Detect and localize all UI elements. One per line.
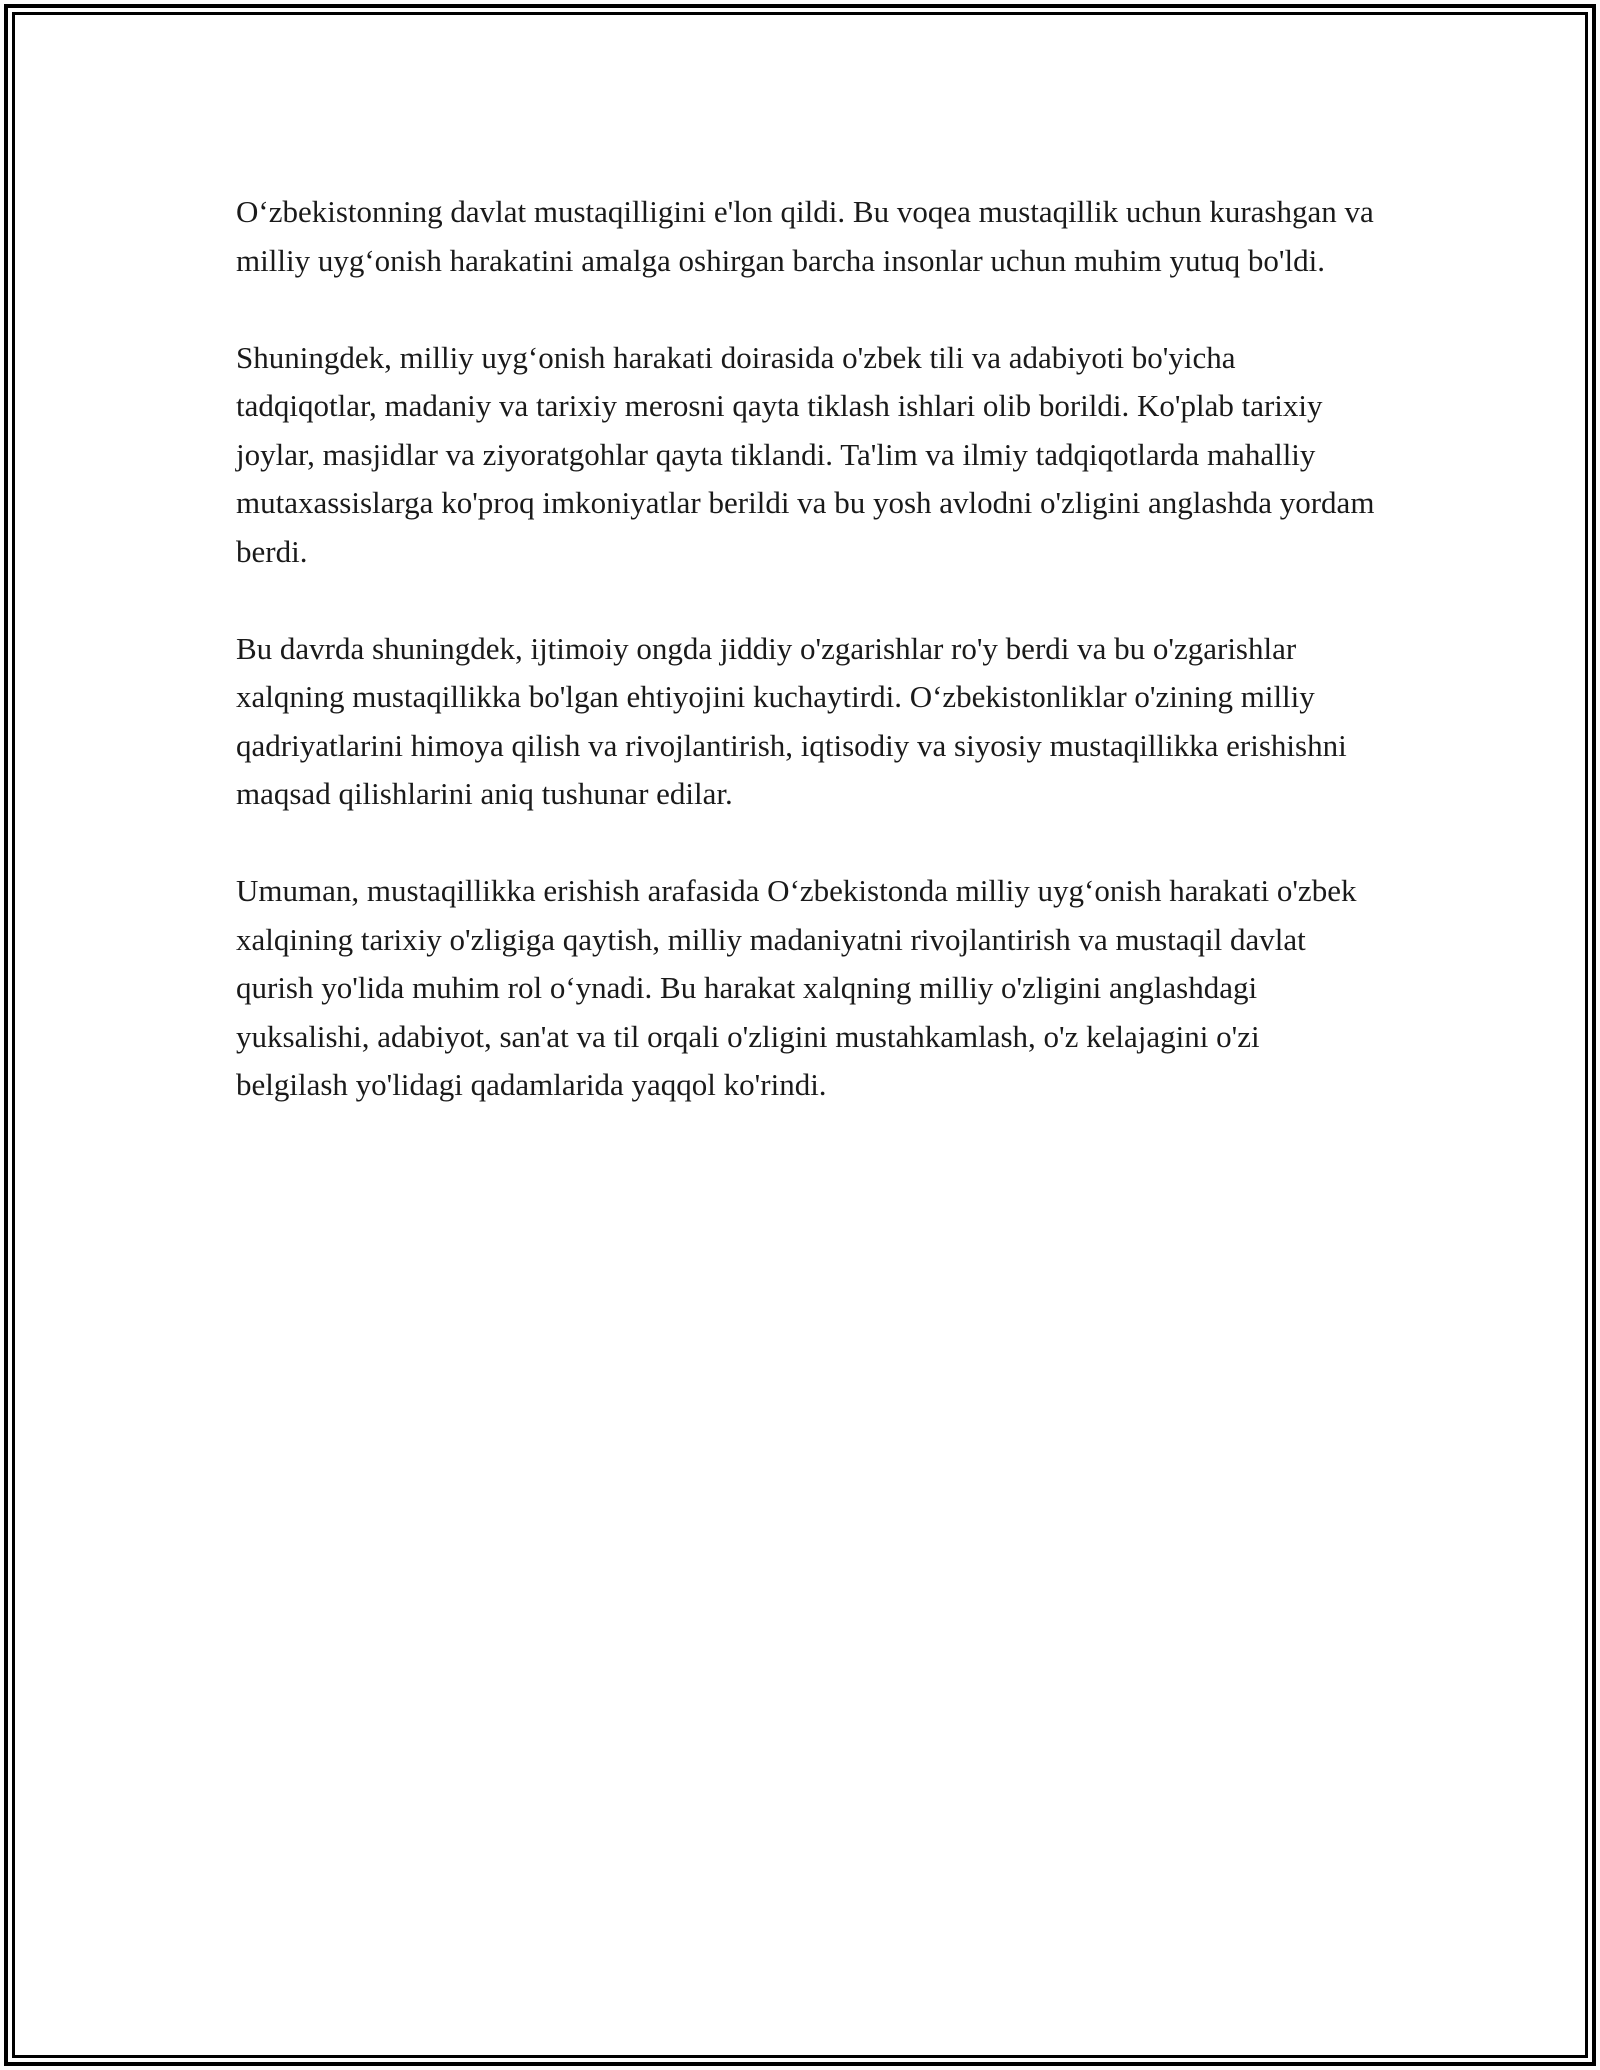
paragraph-3: Bu davrda shuningdek, ijtimoiy ongda jiddiy o'zgarishlar ro'y berdi va bu o'zgarishlar xalqning mustaqillikka bo'lgan ehtiyojini kuchaytirdi. O‘zbekistonliklar o'zining milliy qadriyatlarini himoya qilish va rivojlantirish, iqtisodiy va siyosiy mustaqillikka erishishni maqsad qilishlarini aniq tushunar edilar.: [236, 630, 1347, 811]
paragraph-4: Umuman, mustaqillikka erishish arafasida O‘zbekistonda milliy uyg‘onish harakati o'zbek xalqining tarixiy o'zligiga qaytish, milliy madaniyatni rivojlantirish va mustaqil davlat qurish yo'lida muhim rol o‘ynadi. Bu harakat xalqning milliy o'zligini anglashdagi yuksalishi, adabiyot, san'at va til orqali o'zligini mustahkamlash, o'z kelajagini o'zi belgilash yo'lidagi qadamlarida yaqqol ko'rindi.: [236, 873, 1357, 1102]
document-body: [236, 188, 1376, 1158]
paragraph-2: Shuningdek, milliy uyg‘onish harakati doirasida o'zbek tili va adabiyoti bo'yicha tadqiqotlar, madaniy va tarixiy merosni qayta tiklash ishlari olib borildi. Ko'plab tarixiy joylar, masjidlar va ziyoratgohlar qayta tiklandi. Ta'lim va ilmiy tadqiqotlarda mahalliy mutaxassislarga ko'proq imkoniyatlar berildi va bu yosh avlodni o'zligini anglashda yordam berdi.: [236, 339, 1375, 569]
paragraph-1: O‘zbekistonning davlat mustaqilligini e'lon qildi. Bu voqea mustaqillik uchun kurashgan va milliy uyg‘onish harakatini amalga oshirgan barcha insonlar uchun muhim yutuq bo'ldi.: [236, 194, 1374, 278]
